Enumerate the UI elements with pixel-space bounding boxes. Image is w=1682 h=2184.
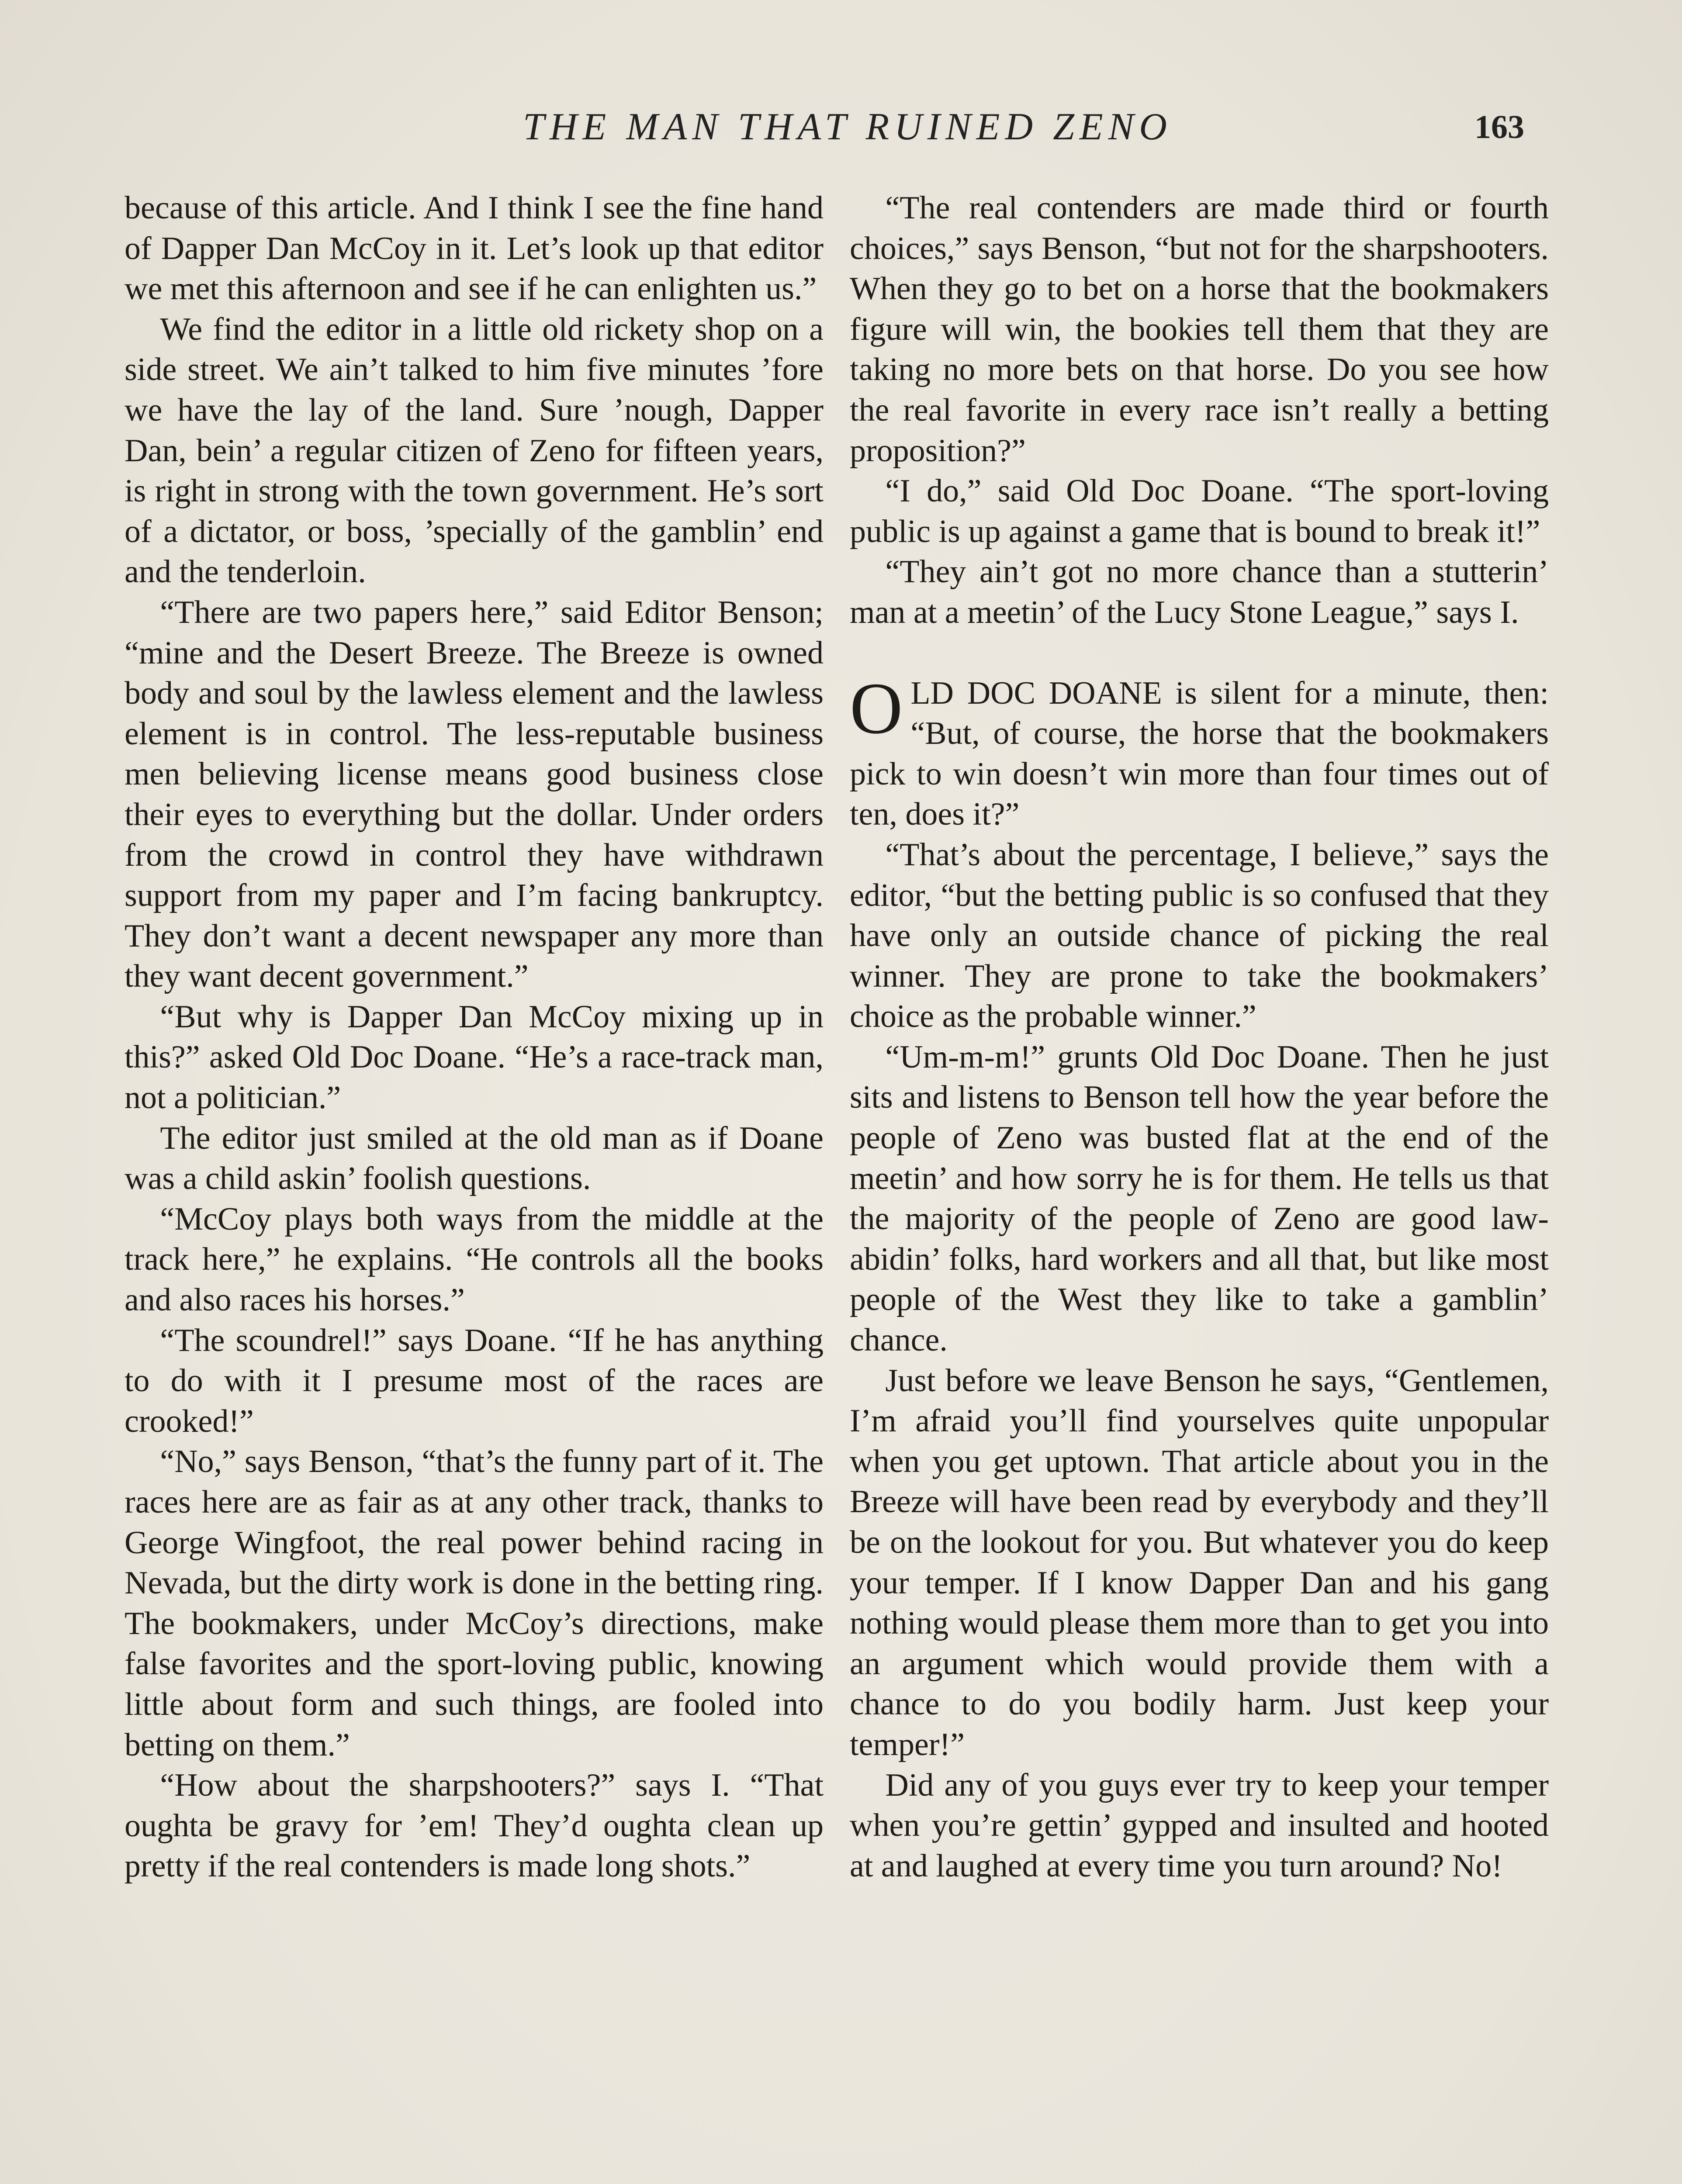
paragraph: because of this article. And I think I see the fine hand of Dapper Dan McCoy in it. Let’s look up that editor we met this afternoon and see if he can enlighten us.” (125, 190, 824, 307)
paragraph: “There are two papers here,” said Editor Benson; “mine and the Desert Breeze. The Breeze is owned body and soul by the lawless element and the lawless element is in control. The less-reputable business men believing license means good business close their eyes to everything but the dollar. Under orders from the crowd in control they have withdrawn support from my paper and I’m facing bankruptcy. They don’t want a decent newspaper any more than they want decent government.” (125, 594, 824, 995)
section-opening-paragraph (850, 667, 1549, 835)
paragraph: “They ain’t got no more chance than a stutterin’ man at a meetin’ of the Lucy Stone League,” says I. (850, 554, 1549, 630)
running-title: THE MAN THAT RUINED ZENO (523, 106, 1172, 148)
page-number: 163 (1474, 109, 1524, 145)
section-opening-text: LD DOC DOANE is silent for a minute, then: “But, of course, the horse that the bookmakers pick to win doesn’t win more than four times out of ten, does it?” (850, 675, 1549, 833)
paragraph: “How about the sharpshooters?” says I. “That oughta be gravy for ’em! They’d oughta clean up pretty if the real contenders is made long shots.” (125, 1767, 824, 1884)
right-text-column (850, 188, 1549, 1886)
paragraph: “But why is Dapper Dan McCoy mixing up in this?” asked Old Doc Doane. “He’s a race-track man, not a politician.” (125, 999, 824, 1116)
paragraph: Did any of you guys ever try to keep your temper when you’re gettin’ gypped and insulted and hooted at and laughed at every time you turn around? No! (850, 1767, 1549, 1884)
paragraph: “The scoundrel!” says Doane. “If he has anything to do with it I presume most of the races are crooked!” (125, 1322, 824, 1439)
paragraph: “McCoy plays both ways from the middle at the track here,” he explains. “He controls all the books and also races his horses.” (125, 1201, 824, 1318)
paragraph: “No,” says Benson, “that’s the funny part of it. The races here are as fair as at any other track, thanks to George Wingfoot, the real power behind racing in Nevada, but the dirty work is done in the betting ring. The bookmakers, under McCoy’s directions, make false favorites and the sport-loving public, knowing little about form and such things, are fooled into betting on them.” (125, 1444, 824, 1763)
paragraph: “Um-m-m!” grunts Old Doc Doane. Then he just sits and listens to Benson tell how the year before the people of Zeno was busted flat at the end of the meetin’ and how sorry he is for them. He tells us that the majority of the people of Zeno are good law-abidin’ folks, hard workers and all that, but like most people of the West they like to take a gamblin’ chance. (850, 1039, 1549, 1358)
left-text-column (125, 188, 824, 1887)
paragraph: Just before we leave Benson he says, “Gentlemen, I’m afraid you’ll find yourselves quite unpopular when you get uptown. That article about you in the Breeze will have been read by everybody and they’ll be on the lookout for you. But whatever you do keep your temper. If I know Dapper Dan and his gang nothing would please them more than to get you into an argument which would provide them with a chance to do you bodily harm. Just keep your temper!” (850, 1362, 1549, 1762)
paragraph: The editor just smiled at the old man as if Doane was a child askin’ foolish questions. (125, 1120, 824, 1197)
paragraph: We find the editor in a little old rickety shop on a side street. We ain’t talked to him five minutes ’fore we have the lay of the land. Sure ’nough, Dapper Dan, bein’ a regular citizen of Zeno for fifteen years, is right in strong with the town government. He’s sort of a dictator, or boss, ’specially of the gamblin’ end and the tenderloin. (125, 311, 824, 590)
paragraph: “That’s about the percentage, I believe,” says the editor, “but the betting public is so confused that they have only an outside chance of picking the real winner. They are prone to take the bookmakers’ choice as the probable winner.” (850, 836, 1549, 1035)
paragraph: “The real contenders are made third or fourth choices,” says Benson, “but not for the sharpshooters. When they go to bet on a horse that the bookmakers figure will win, the bookies tell them that they are taking no more bets on that horse. Do you see how the real favorite in every race isn’t really a betting proposition?” (850, 190, 1549, 469)
drop-cap: O (850, 667, 903, 749)
paragraph: “I do,” said Old Doc Doane. “The sport-loving public is up against a game that is bound to break it!” (850, 473, 1549, 549)
